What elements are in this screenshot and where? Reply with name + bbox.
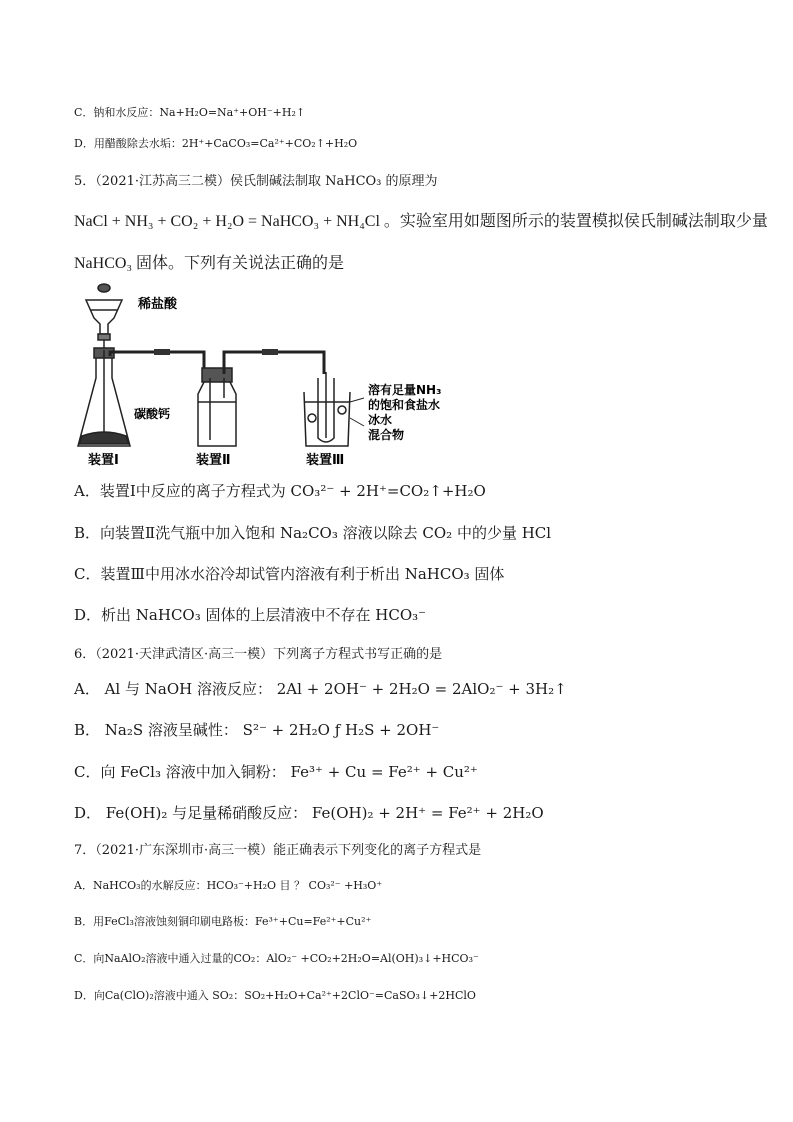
question-5-stem: 5．（2021·江苏高三二模）侯氏制碱法制取 NaHCO₃ 的原理为 [74, 174, 438, 189]
question-6-option-c: C．向 FeCl₃ 溶液中加入铜粉： Fe³⁺ + Cu = Fe²⁺ + Cu²⁺ [74, 763, 478, 781]
question-7-stem: 7．（2021·广东深圳市·高三一模）能正确表示下列变化的离子方程式是 [74, 843, 482, 858]
beaker-3 [304, 372, 350, 446]
label-device-1: 装置Ⅰ [88, 453, 119, 468]
apparatus-figure [74, 278, 474, 470]
question-7-option-c: C．向NaAlO₂溶液中通入过量的CO₂：AlO₂⁻ +CO₂+2H₂O=Al(OH)₃↓+HCO₃⁻ [74, 952, 479, 965]
label-ice-water-2: 混合物 [368, 428, 405, 442]
label-nh3-solution-1: 溶有足量NH₃ [368, 383, 442, 397]
question-5-continuation: NaHCO₃ 固体。下列有关说法正确的是 [74, 255, 345, 272]
question-6-option-a: A． Al 与 NaOH 溶液反应： 2Al + 2OH⁻ + 2H₂O = 2AlO₂⁻ + 3H₂↑ [74, 680, 567, 698]
question-6-option-b: B． Na₂S 溶液呈碱性： S²⁻ + 2H₂O ƒ H₂S + 2OH⁻ [74, 721, 440, 739]
option-d-acetic-acid: D．用醋酸除去水垢：2H⁺+CaCO₃=Ca²⁺+CO₂↑+H₂O [74, 137, 358, 150]
label-calcium-carbonate: 碳酸钙 [134, 407, 171, 421]
question-5-option-b: B．向装置Ⅱ洗气瓶中加入饱和 Na₂CO₃ 溶液以除去 CO₂ 中的少量 HCl [74, 524, 552, 542]
question-6-option-d: D． Fe(OH)₂ 与足量稀硝酸反应： Fe(OH)₂ + 2H⁺ = Fe²⁺ + 2H₂O [74, 804, 544, 822]
question-5-equation: NaCl + NH₃ + CO₂ + H₂O = NaHCO₃ + NH₄Cl 。实验室用如题图所示的装置模拟侯氏制碱法制取少量 [74, 213, 768, 230]
question-7-option-a: A．NaHCO₃的水解反应：HCO₃⁻+H₂O 目 ？ CO₃²⁻ +H₃O⁺ [74, 879, 383, 892]
question-6-stem: 6．（2021·天津武清区·高三一模）下列离子方程式书写正确的是 [74, 647, 443, 662]
label-dilute-hcl: 稀盐酸 [138, 297, 178, 312]
question-7-option-b: B．用FeCl₃溶液蚀刻铜印刷电路板：Fe³⁺+Cu=Fe²⁺+Cu²⁺ [74, 915, 372, 928]
label-nh3-solution-2: 的饱和食盐水 [368, 398, 441, 412]
separatory-funnel-icon [86, 284, 122, 350]
label-ice-water-1: 冰水 [368, 413, 393, 427]
question-5-option-c: C．装置Ⅲ中用冰水浴冷却试管内溶液有利于析出 NaHCO₃ 固体 [74, 565, 505, 583]
question-5-option-a: A．装置Ⅰ中反应的离子方程式为 CO₃²⁻ + 2H⁺=CO₂↑+H₂O [74, 482, 486, 500]
conical-flask-1 [78, 348, 130, 446]
label-device-2: 装置Ⅱ [196, 453, 231, 468]
question-7-option-d: D．向Ca(ClO)₂溶液中通入 SO₂：SO₂+H₂O+Ca²⁺+2ClO⁻=CaSO₃↓+2HClO [74, 989, 476, 1002]
question-5-option-d: D．析出 NaHCO₃ 固体的上层清液中不存在 HCO₃⁻ [74, 606, 427, 624]
label-device-3: 装置Ⅲ [306, 453, 345, 468]
wash-bottle-2 [198, 368, 236, 446]
option-c-sodium-water: C．钠和水反应：Na+H₂O=Na⁺+OH⁻+H₂↑ [74, 106, 306, 119]
